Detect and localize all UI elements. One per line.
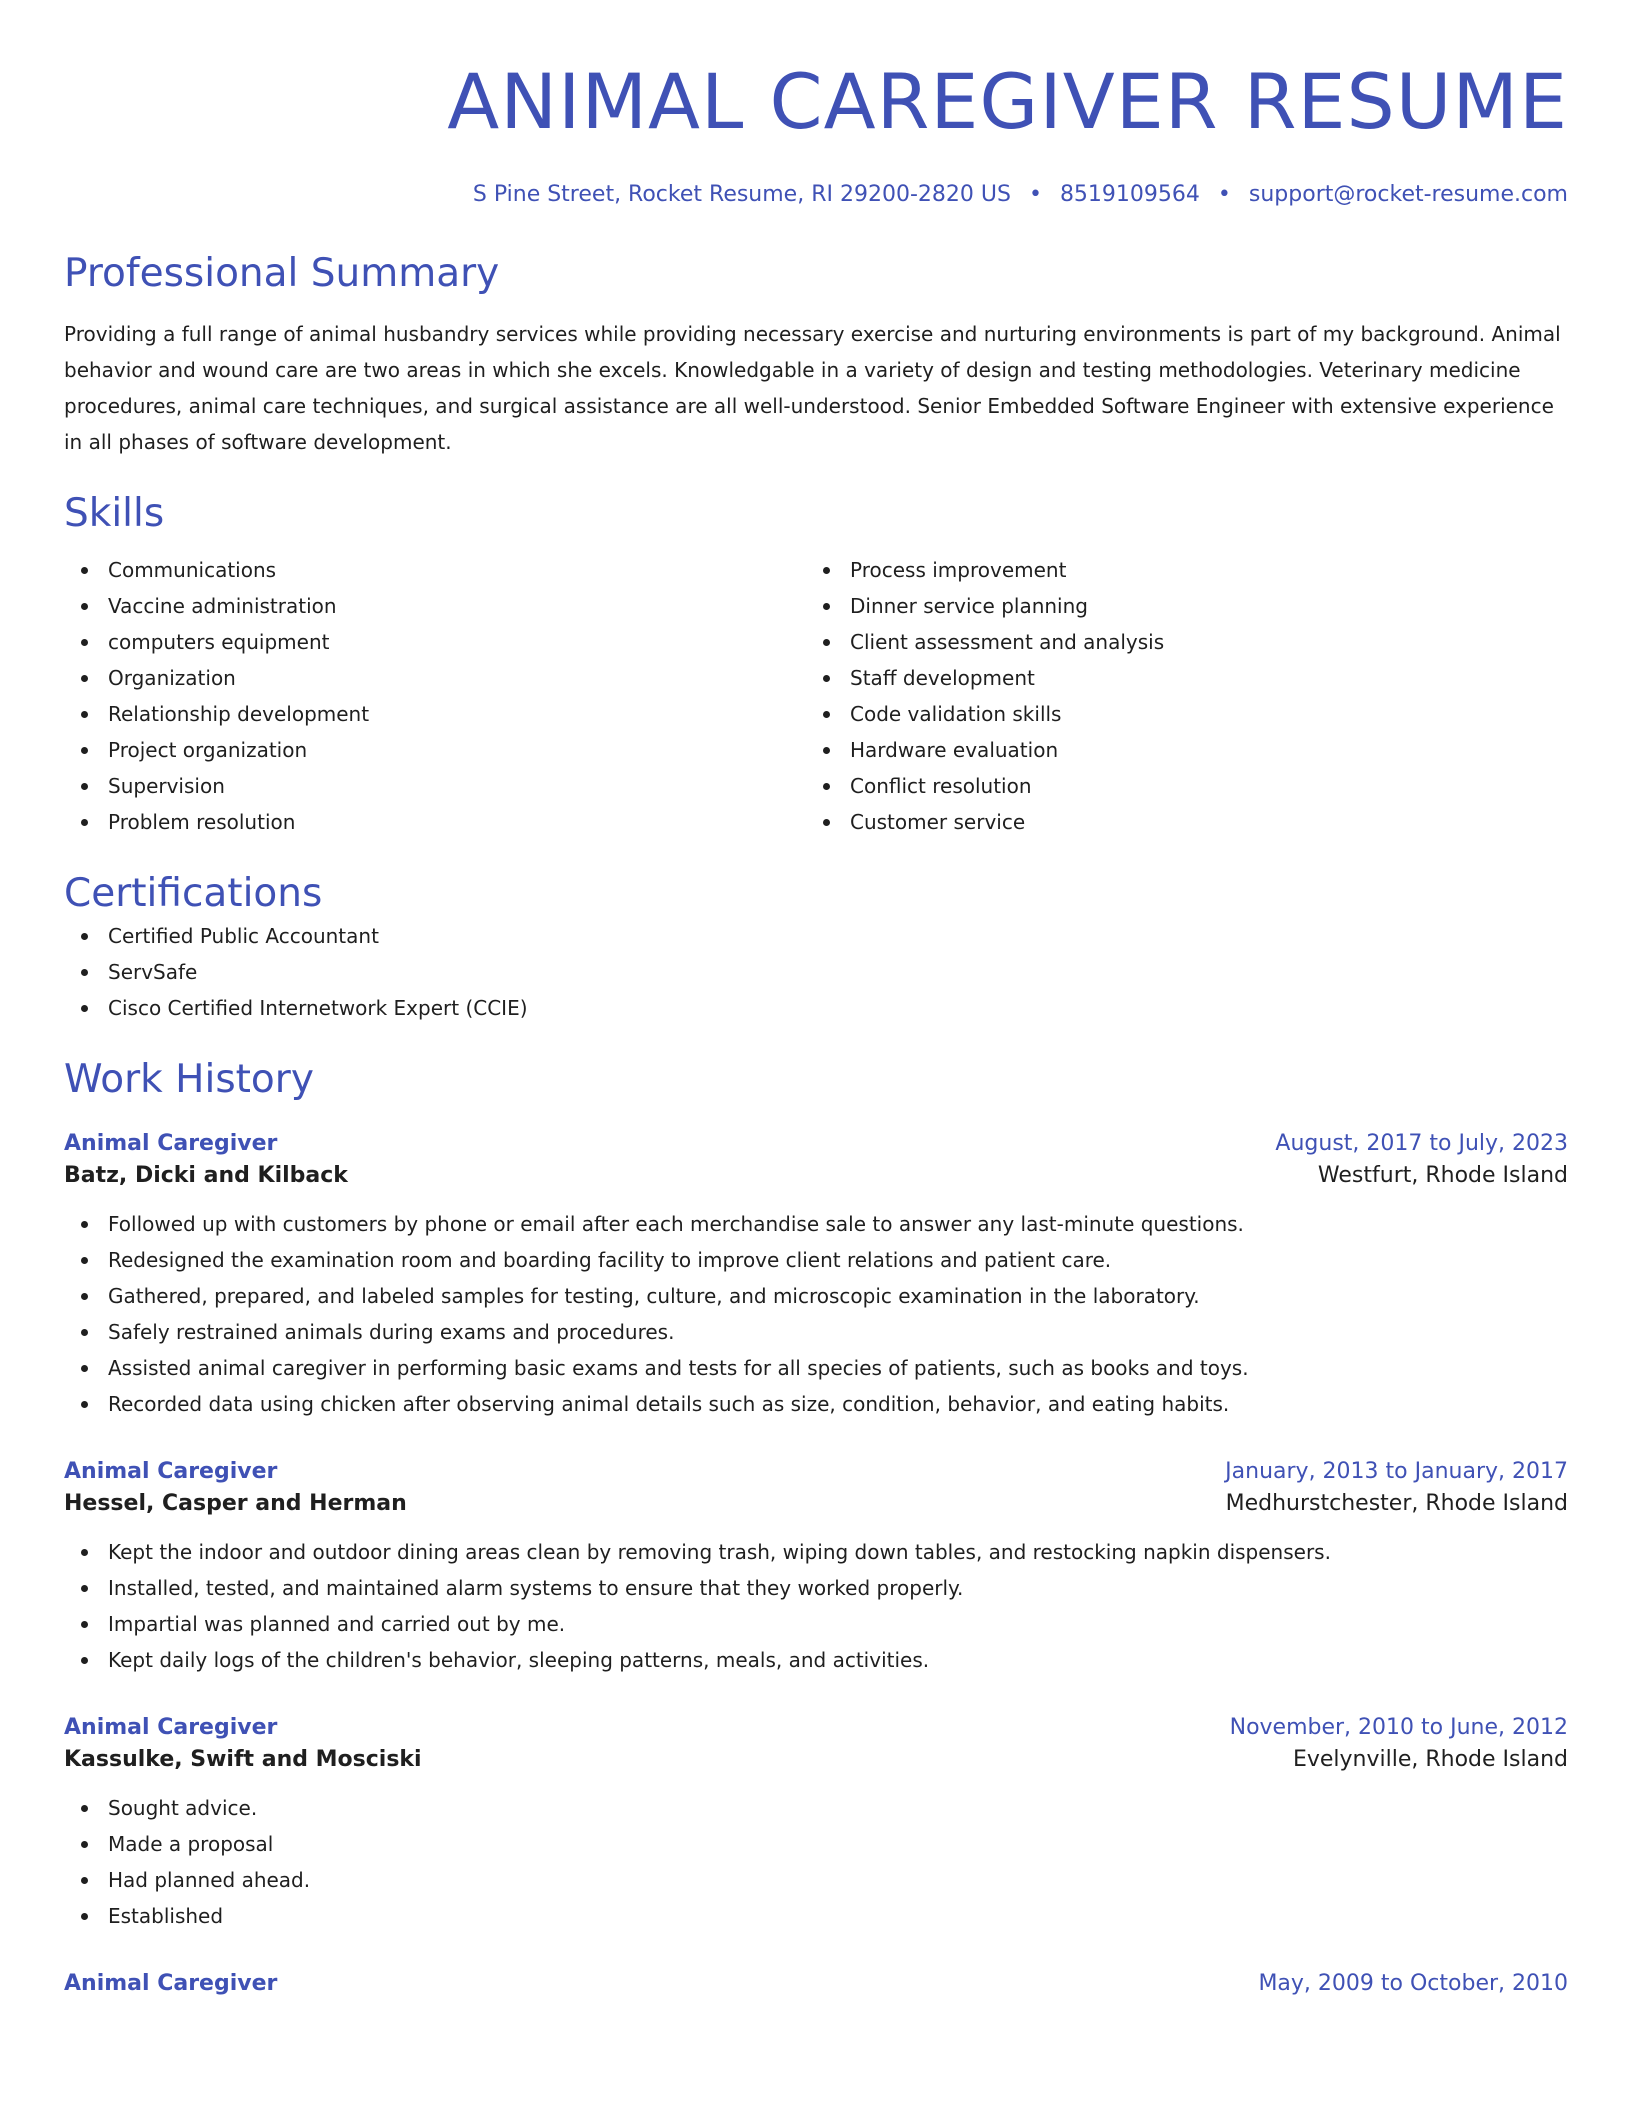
skill-item: Dinner service planning <box>806 588 1548 624</box>
job-entry <box>64 1128 1568 1422</box>
certifications-heading: Certifications <box>64 871 323 916</box>
job-company: Batz, Dicki and Kilback <box>64 1163 348 1188</box>
job-location: Medhurstchester, Rhode Island <box>1225 1491 1568 1516</box>
skill-item: Communications <box>64 552 806 588</box>
skills-list-right <box>806 552 1548 840</box>
skill-item: Code validation skills <box>806 696 1548 732</box>
job-duty-item: Had planned ahead. <box>64 1862 1568 1898</box>
job-title: Animal Caregiver <box>64 1715 278 1740</box>
job-duty-item: Safely restrained animals during exams and procedures. <box>64 1314 1568 1350</box>
skills-list-left <box>64 552 806 840</box>
job-duty-item: Installed, tested, and maintained alarm systems to ensure that they worked properly. <box>64 1570 1568 1606</box>
job-dates: May, 2009 to October, 2010 <box>1258 1971 1568 1996</box>
job-company: Kassulke, Swift and Mosciski <box>64 1747 422 1772</box>
contact-phone: 8519109564 <box>1059 182 1200 207</box>
certification-item: Certified Public Accountant <box>64 918 1568 954</box>
summary-heading: Professional Summary <box>64 251 500 296</box>
resume-header <box>64 0 1568 210</box>
work-history-heading: Work History <box>64 1057 314 1102</box>
skill-item: Project organization <box>64 732 806 768</box>
certification-item: ServSafe <box>64 954 1568 990</box>
job-header-row <box>64 1968 1568 2000</box>
job-location: Westfurt, Rhode Island <box>1317 1163 1568 1188</box>
skills-column-left <box>64 552 806 840</box>
job-duties-list <box>64 1206 1568 1422</box>
job-duty-item: Made a proposal <box>64 1826 1568 1862</box>
job-duties-list <box>64 1790 1568 1934</box>
job-duty-item: Gathered, prepared, and labeled samples for testing, culture, and microscopic examination in the laboratory. <box>64 1278 1568 1314</box>
skill-item: Organization <box>64 660 806 696</box>
skill-item: Client assessment and analysis <box>806 624 1548 660</box>
job-company: Hessel, Casper and Herman <box>64 1491 407 1516</box>
skill-item: Customer service <box>806 804 1548 840</box>
skills-columns <box>64 552 1568 840</box>
certification-item: Cisco Certified Internetwork Expert (CCIE) <box>64 990 1568 1026</box>
job-dates: January, 2013 to January, 2017 <box>1225 1459 1568 1484</box>
job-header-row <box>64 1128 1568 1160</box>
job-duty-item: Recorded data using chicken after observing animal details such as size, condition, behavior, and eating habits. <box>64 1386 1568 1422</box>
skill-item: Conflict resolution <box>806 768 1548 804</box>
skill-item: Process improvement <box>806 552 1548 588</box>
job-employer-row <box>64 1160 1568 1192</box>
job-duty-item: Followed up with customers by phone or email after each merchandise sale to answer any last-minute questions. <box>64 1206 1568 1242</box>
job-duty-item: Assisted animal caregiver in performing basic exams and tests for all species of patients, such as books and toys. <box>64 1350 1568 1386</box>
job-duty-item: Established <box>64 1898 1568 1934</box>
job-title: Animal Caregiver <box>64 1971 278 1996</box>
skill-item: Hardware evaluation <box>806 732 1548 768</box>
job-duty-item: Impartial was planned and carried out by me. <box>64 1606 1568 1642</box>
skills-column-right <box>806 552 1548 840</box>
job-location: Evelynville, Rhode Island <box>1292 1747 1568 1772</box>
job-header-row <box>64 1456 1568 1488</box>
job-duties-list <box>64 1534 1568 1678</box>
skill-item: Problem resolution <box>64 804 806 840</box>
skill-item: Supervision <box>64 768 806 804</box>
job-dates: November, 2010 to June, 2012 <box>1229 1715 1568 1740</box>
job-entry <box>64 1712 1568 1934</box>
skill-item: computers equipment <box>64 624 806 660</box>
job-dates: August, 2017 to July, 2023 <box>1275 1131 1568 1156</box>
skills-heading: Skills <box>64 491 165 536</box>
job-title: Animal Caregiver <box>64 1131 278 1156</box>
job-entry <box>64 1456 1568 1678</box>
job-duty-item: Sought advice. <box>64 1790 1568 1826</box>
resume-page <box>64 0 1568 2000</box>
contact-email: support@rocket-resume.com <box>1248 182 1568 207</box>
job-duty-item: Kept daily logs of the children's behavior, sleeping patterns, meals, and activities. <box>64 1642 1568 1678</box>
job-entry <box>64 1968 1568 2000</box>
contact-separator: • <box>1028 182 1042 207</box>
job-duty-item: Redesigned the examination room and boarding facility to improve client relations and patient care. <box>64 1242 1568 1278</box>
job-employer-row <box>64 1488 1568 1520</box>
contact-line <box>64 180 1568 210</box>
job-header-row <box>64 1712 1568 1744</box>
skill-item: Vaccine administration <box>64 588 806 624</box>
skill-item: Relationship development <box>64 696 806 732</box>
contact-address: S Pine Street, Rocket Resume, RI 29200-2820 US <box>472 182 1011 207</box>
job-title: Animal Caregiver <box>64 1459 278 1484</box>
skill-item: Staff development <box>806 660 1548 696</box>
job-duty-item: Kept the indoor and outdoor dining areas clean by removing trash, wiping down tables, and restocking napkin dispensers. <box>64 1534 1568 1570</box>
contact-separator: • <box>1217 182 1231 207</box>
summary-text: Providing a full range of animal husbandry services while providing necessary exercise and nurturing environments is part of my background. Animal behavior and wound care are two areas in which she excels. Knowledgable in a variety of design and testing methodologies. Veterinary medicine procedures, animal care techniques, and surgical assistance are all well-understood. Senior Embedded Software Engineer with extensive experience in all phases of software development. <box>64 322 1561 454</box>
job-employer-row <box>64 1744 1568 1776</box>
resume-title: ANIMAL CAREGIVER RESUME <box>447 57 1568 146</box>
certifications-list <box>64 918 1568 1026</box>
